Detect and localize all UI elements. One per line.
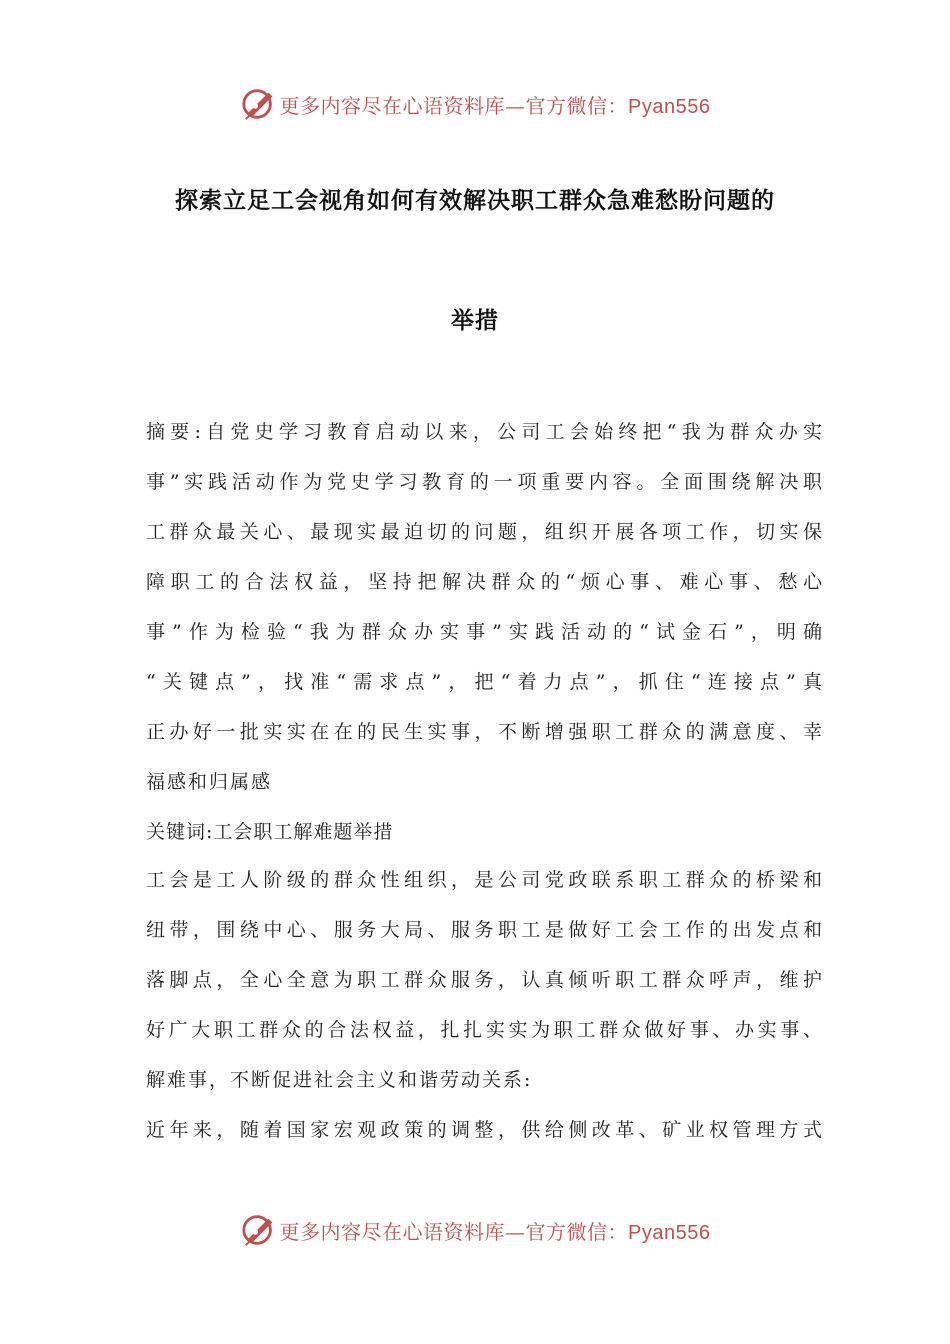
document-body <box>146 410 822 1158</box>
body-line: “关键点”，找准“需求点”，把“着力点”，抓住“连接点”真 <box>146 671 822 693</box>
body-line: 障职工的合法权益，坚持把解决群众的“烦心事、难心事、愁心 <box>146 571 822 593</box>
footer-banner <box>0 1208 950 1252</box>
banner-account: Pyan556 <box>628 1221 711 1244</box>
keywords-line: 关键词:工会职工解难题举措 <box>146 821 394 843</box>
body-line: 解难事，不断促进社会主义和谐劳动关系: <box>146 1069 533 1091</box>
banner-main-text: 更多内容尽在心语资料库—官方微信： <box>279 93 629 118</box>
banner-main-text: 更多内容尽在心语资料库—官方微信： <box>279 1219 629 1244</box>
pen-logo-icon <box>240 85 278 123</box>
banner-account: Pyan556 <box>628 95 711 118</box>
body-line: 事”作为检验“我为群众办实事”实践活动的“试金石”，明确 <box>146 621 822 643</box>
body-line: 事”实践活动作为党史学习教育的一项重要内容。全面围绕解决职 <box>146 471 822 493</box>
body-line: 好广大职工群众的合法权益，扎扎实实为职工群众做好事、办实事、 <box>146 1019 822 1041</box>
header-banner <box>0 82 950 126</box>
banner-text <box>280 90 711 119</box>
body-line: 正办好一批实实在在的民生实事，不断增强职工群众的满意度、幸 <box>146 721 822 743</box>
body-line: 工群众最关心、最现实最迫切的问题，组织开展各项工作，切实保 <box>146 521 822 543</box>
body-line: 纽带，围绕中心、服务大局、服务职工是做好工会工作的出发点和 <box>146 919 822 941</box>
body-line: 工会是工人阶级的群众性组织，是公司党政联系职工群众的桥梁和 <box>146 869 822 891</box>
body-line: 落脚点，全心全意为职工群众服务，认真倾听职工群众呼声，维护 <box>146 969 822 991</box>
body-line: 福感和归属感 <box>146 771 273 793</box>
document-title-line-2: 举措 <box>451 308 499 334</box>
body-line: 摘要:自党史学习教育启动以来，公司工会始终把“我为群众办实 <box>146 421 822 443</box>
body-line: 近年来，随着国家宏观政策的调整，供给侧改革、矿业权管理方式 <box>146 1119 822 1141</box>
banner-text <box>280 1216 711 1245</box>
document-title-line-1: 探索立足工会视角如何有效解决职工群众急难愁盼问题的 <box>175 188 775 214</box>
pen-logo-icon <box>240 1211 278 1249</box>
